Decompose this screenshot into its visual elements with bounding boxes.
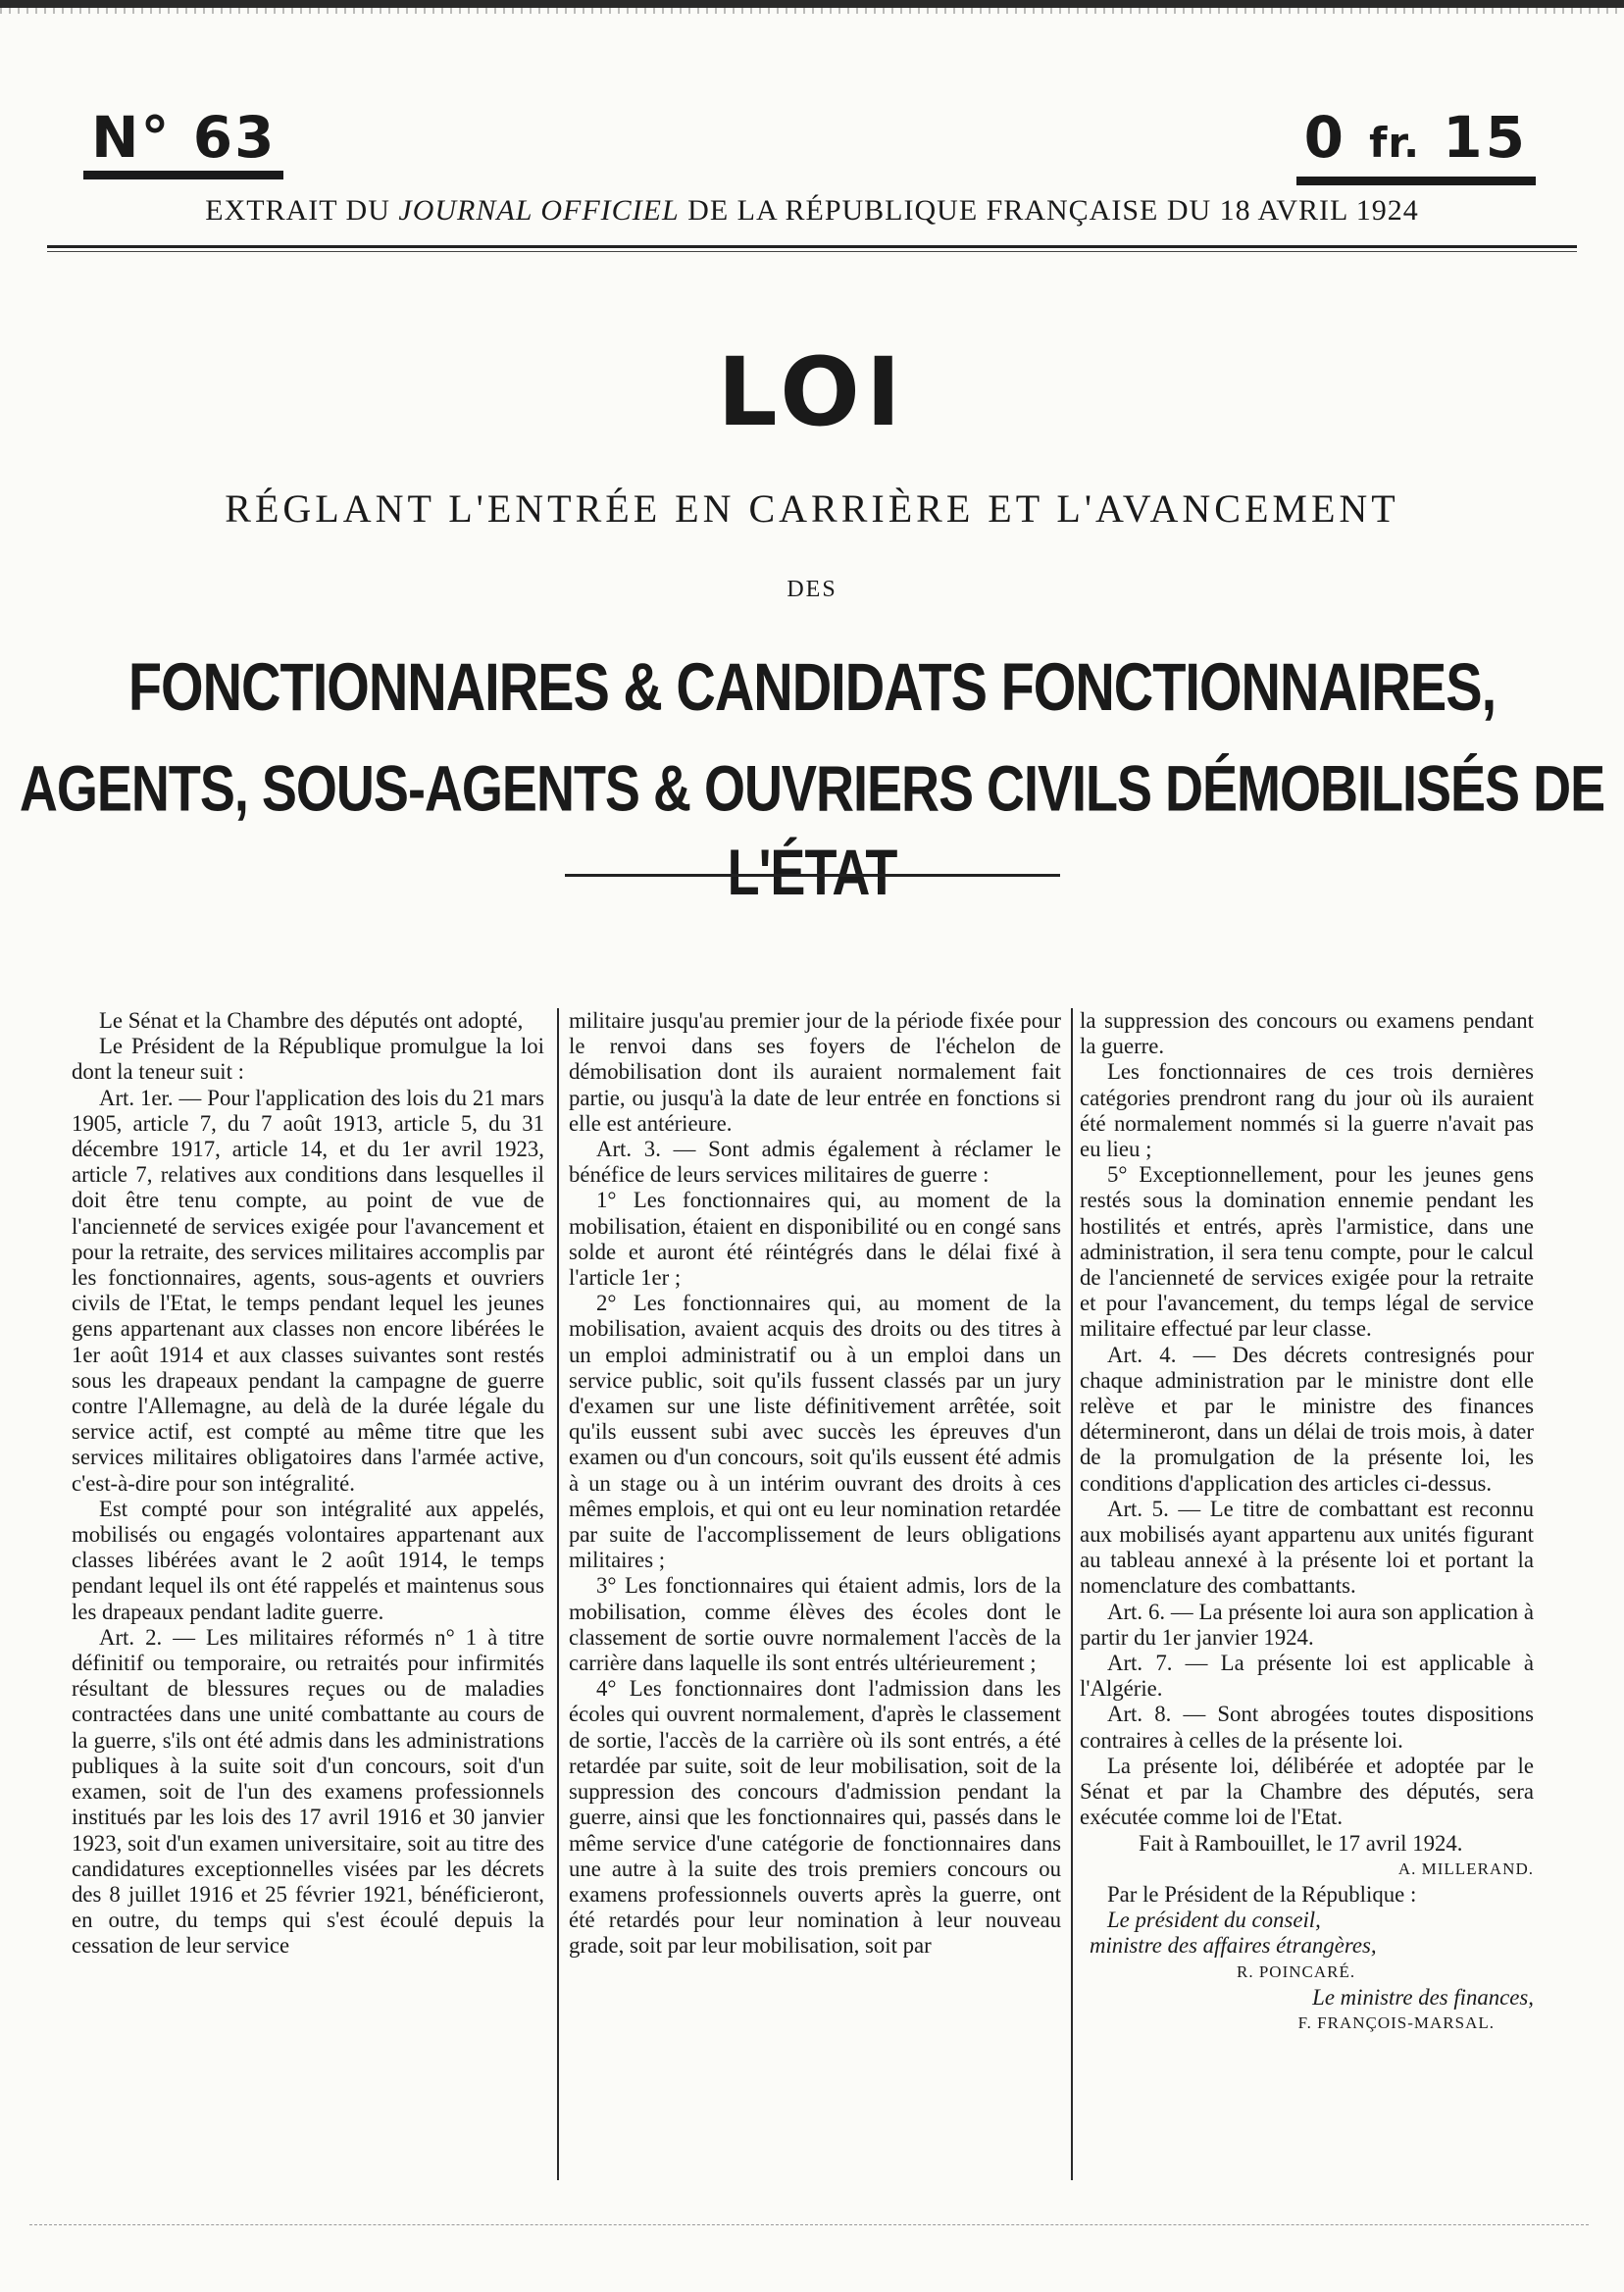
paragraph: 5° Exceptionnellement, pour les jeunes gens restés sous la domination ennemie pendant les hostilités et entrés, après l'armistice, dans une administration, il sera tenu compte, pour le calcul de l'ancienneté de services exigée pour la retraite et pour l'avancement, du temps légal de service militaire effectué par leur classe. [1080,1162,1534,1342]
paragraph: 2° Les fonctionnaires qui, au moment de la mobilisation, avaient acquis des droits ou des titres à un emploi administratif ou à un emploi dans un service public, soit qu'ils fussent classés par un jury d'examen sur une liste définitivement arrêtée, soit qu'ils eussent subi avec succès les épreuves d'un examen ou d'un concours, soit qu'ils eussent été admis à un stage ou à un intérim ouvrant des droits à ces mêmes emplois, et qui ont eu leur nomination retardée par suite de l'accomplissement de leurs obligations militaires ; [569,1291,1061,1573]
role-ministre-finances: Le ministre des finances, [1312,1984,1534,2010]
paragraph: 4° Les fonctionnaires dont l'admission dans les écoles qui ouvrent normalement, d'après le classement de sortie, l'accès de la carrière où ils sont entrés, a été retardée par suite, soit de leur mobilisation, soit de la suppression des concours d'admission pendant la guerre, ainsi que les fonctionnaires qui, passés dans le même service d'une catégorie de fonctionnaires dans une autre à la suite des trois premiers concours ou examens professionnels ouverts après la guerre, ont été retardés pour leur nomination à leur nouveau grade, soit par leur mobilisation, soit par [569,1676,1061,1959]
paragraph: Art. 4. — Des décrets contresignés pour chaque administration par le ministre dont elle relève et par le ministre des finances détermineront, dans un délai de trois mois, à dater de la promulgation de la présente loi, les conditions d'application des articles ci-dessus. [1080,1342,1534,1496]
paragraph: Le Sénat et la Chambre des députés ont adopté, [99,1008,524,1033]
extract-journal-name: JOURNAL OFFICIEL [398,194,680,227]
journal-extract-line [0,194,1624,228]
paragraph: 3° Les fonctionnaires qui étaient admis, lors de la mobilisation, comme élèves des écoles dont le classement de sortie ouvre normalement l'accès de la carrière dans laquelle ils sont entrés ultérieurement ; [569,1573,1061,1676]
paragraph: Art. 8. — Sont abrogées toutes dispositions contraires à celles de la présente loi. [1080,1702,1534,1753]
paragraph: militaire jusqu'au premier jour de la période fixée pour le renvoi dans ses foyers de l'échelon de démobilisation dont ils auraient normalement fait partie, ou jusqu'à la date de leur entrée en fonctions si elle est antérieure. [569,1008,1061,1136]
title-des: DES [787,577,837,602]
signature-poincare: R. POINCARÉ. [1237,1961,1356,1981]
paragraph: la suppression des concours ou examens pendant la guerre. [1080,1008,1534,1059]
title-line-2: AGENTS, SOUS-AGENTS & OUVRIERS CIVILS DÉMOBILISÉS DE L'ÉTAT [19,753,1605,909]
paragraph: Art. 1er. — Pour l'application des lois du 21 mars 1905, article 7, du 7 août 1913, article 5, du 31 décembre 1917, article 14, et du 1er avril 1923, article 7, relatives aux conditions dans lesquelles il doit être tenu compte, au point de vue de l'ancienneté de services exigée pour l'avancement et pour la retraite, des services militaires accomplis par les fonctionnaires, agents, sous-agents et ouvriers civils de l'Etat, le temps pendant lequel les jeunes gens appartenant aux classes non encore libérées le 1er août 1914 et aux classes suivantes sont restés sous les drapeaux pendant la campagne de guerre contre l'Allemagne, au delà de la durée légale du service actif, est compté au même titre que les services militaires obligatoires dans l'armée active, c'est-à-dire pour son intégralité. [72,1085,544,1496]
paragraph: Art. 6. — La présente loi aura son application à partir du 1er janvier 1924. [1080,1599,1534,1650]
column-divider [557,1008,559,2180]
title-separator-rule [565,874,1060,877]
price-value: 0 [1303,104,1346,171]
top-dotted-rule [0,8,1624,14]
masthead-rule-thin [47,251,1577,252]
role-president-conseil: Le président du conseil, [1107,1908,1321,1933]
paragraph: Art. 2. — Les militaires réformés n° 1 à titre définitif ou temporaire, ou retraités pour infirmités résultant de blessures reçues ou de maladies contractées dans une unité combattante au cours de la guerre, s'ils ont été admis dans les administrations publiques à la suite soit d'un concours, soit d'un examen, soit de l'un des examens professionnels institués par les lois des 17 avril 1916 et 30 janvier 1923, soit d'un examen universitaire, soit au titre des candidatures exceptionnelles visées par les décrets des 8 juillet 1916 et 25 février 1921, bénéficieront, en outre, du temps qui s'est écoulé depuis la cessation de leur service [72,1624,544,1959]
masthead-rule-thick [47,245,1577,248]
signature-francois-marsal: F. FRANÇOIS-MARSAL. [1297,2012,1495,2032]
closing-date-place: Fait à Rambouillet, le 17 avril 1924. [1139,1830,1463,1856]
top-border-rule [0,0,1624,8]
closing-par-le-president: Par le Président de la République : [1107,1881,1417,1907]
signature-millerand: A. MILLERAND. [1397,1859,1534,1878]
text-column-3 [1080,1008,1534,2185]
price-cents: 15 [1443,104,1528,171]
paragraph: La présente loi, délibérée et adoptée par le Sénat et par la Chambre des députés, sera exécutée comme loi de l'Etat. [1080,1753,1534,1830]
price-unit: fr. [1369,119,1421,167]
paragraph: Est compté pour son intégralité aux appelés, mobilisés ou engagés volontaires appartenant aux classes libérées avant le 2 août 1914, le temps pendant lequel ils ont été rappelés et maintenus sous les drapeaux pendant ladite guerre. [72,1496,544,1624]
paragraph: Le Président de la République promulgue la loi dont la teneur suit : [72,1034,544,1085]
paragraph: 1° Les fonctionnaires qui, au moment de la mobilisation, étaient en disponibilité ou en congé sans solde et auront été réintégrés dans le délai fixé à l'article 1er ; [569,1188,1061,1291]
paragraph: Art. 7. — La présente loi est applicable à l'Algérie. [1080,1651,1534,1702]
title-loi: LOI [717,337,907,447]
title-line-1: FONCTIONNAIRES & CANDIDATS FONCTIONNAIRES, [127,648,1497,725]
text-column-1 [72,1008,544,2185]
text-column-2 [569,1008,1061,2185]
issue-number: N° 63 [83,106,283,179]
column-divider [1071,1008,1073,2180]
bottom-rule [29,2224,1589,2225]
title-subtitle: RÉGLANT L'ENTRÉE EN CARRIÈRE ET L'AVANCEMENT [225,486,1399,531]
paragraph: Les fonctionnaires de ces trois dernières catégories prendront rang du jour où ils auraient été normalement nommés si la guerre n'avait pas eu lieu ; [1080,1059,1534,1162]
paragraph: Art. 5. — Le titre de combattant est reconnu aux mobilisés ayant appartenu aux unités figurant au tableau annexé à la présente loi et portant la nomenclature des combattants. [1080,1496,1534,1599]
extract-after: DE LA RÉPUBLIQUE FRANÇAISE DU 18 AVRIL 1924 [679,194,1419,227]
extract-before: EXTRAIT DU [205,194,399,227]
price [1296,106,1536,185]
role-ministre-affaires-etrangeres: ministre des affaires étrangères, [1090,1933,1377,1959]
paragraph: Art. 3. — Sont admis également à réclamer le bénéfice de leurs services militaires de guerre : [569,1137,1061,1188]
